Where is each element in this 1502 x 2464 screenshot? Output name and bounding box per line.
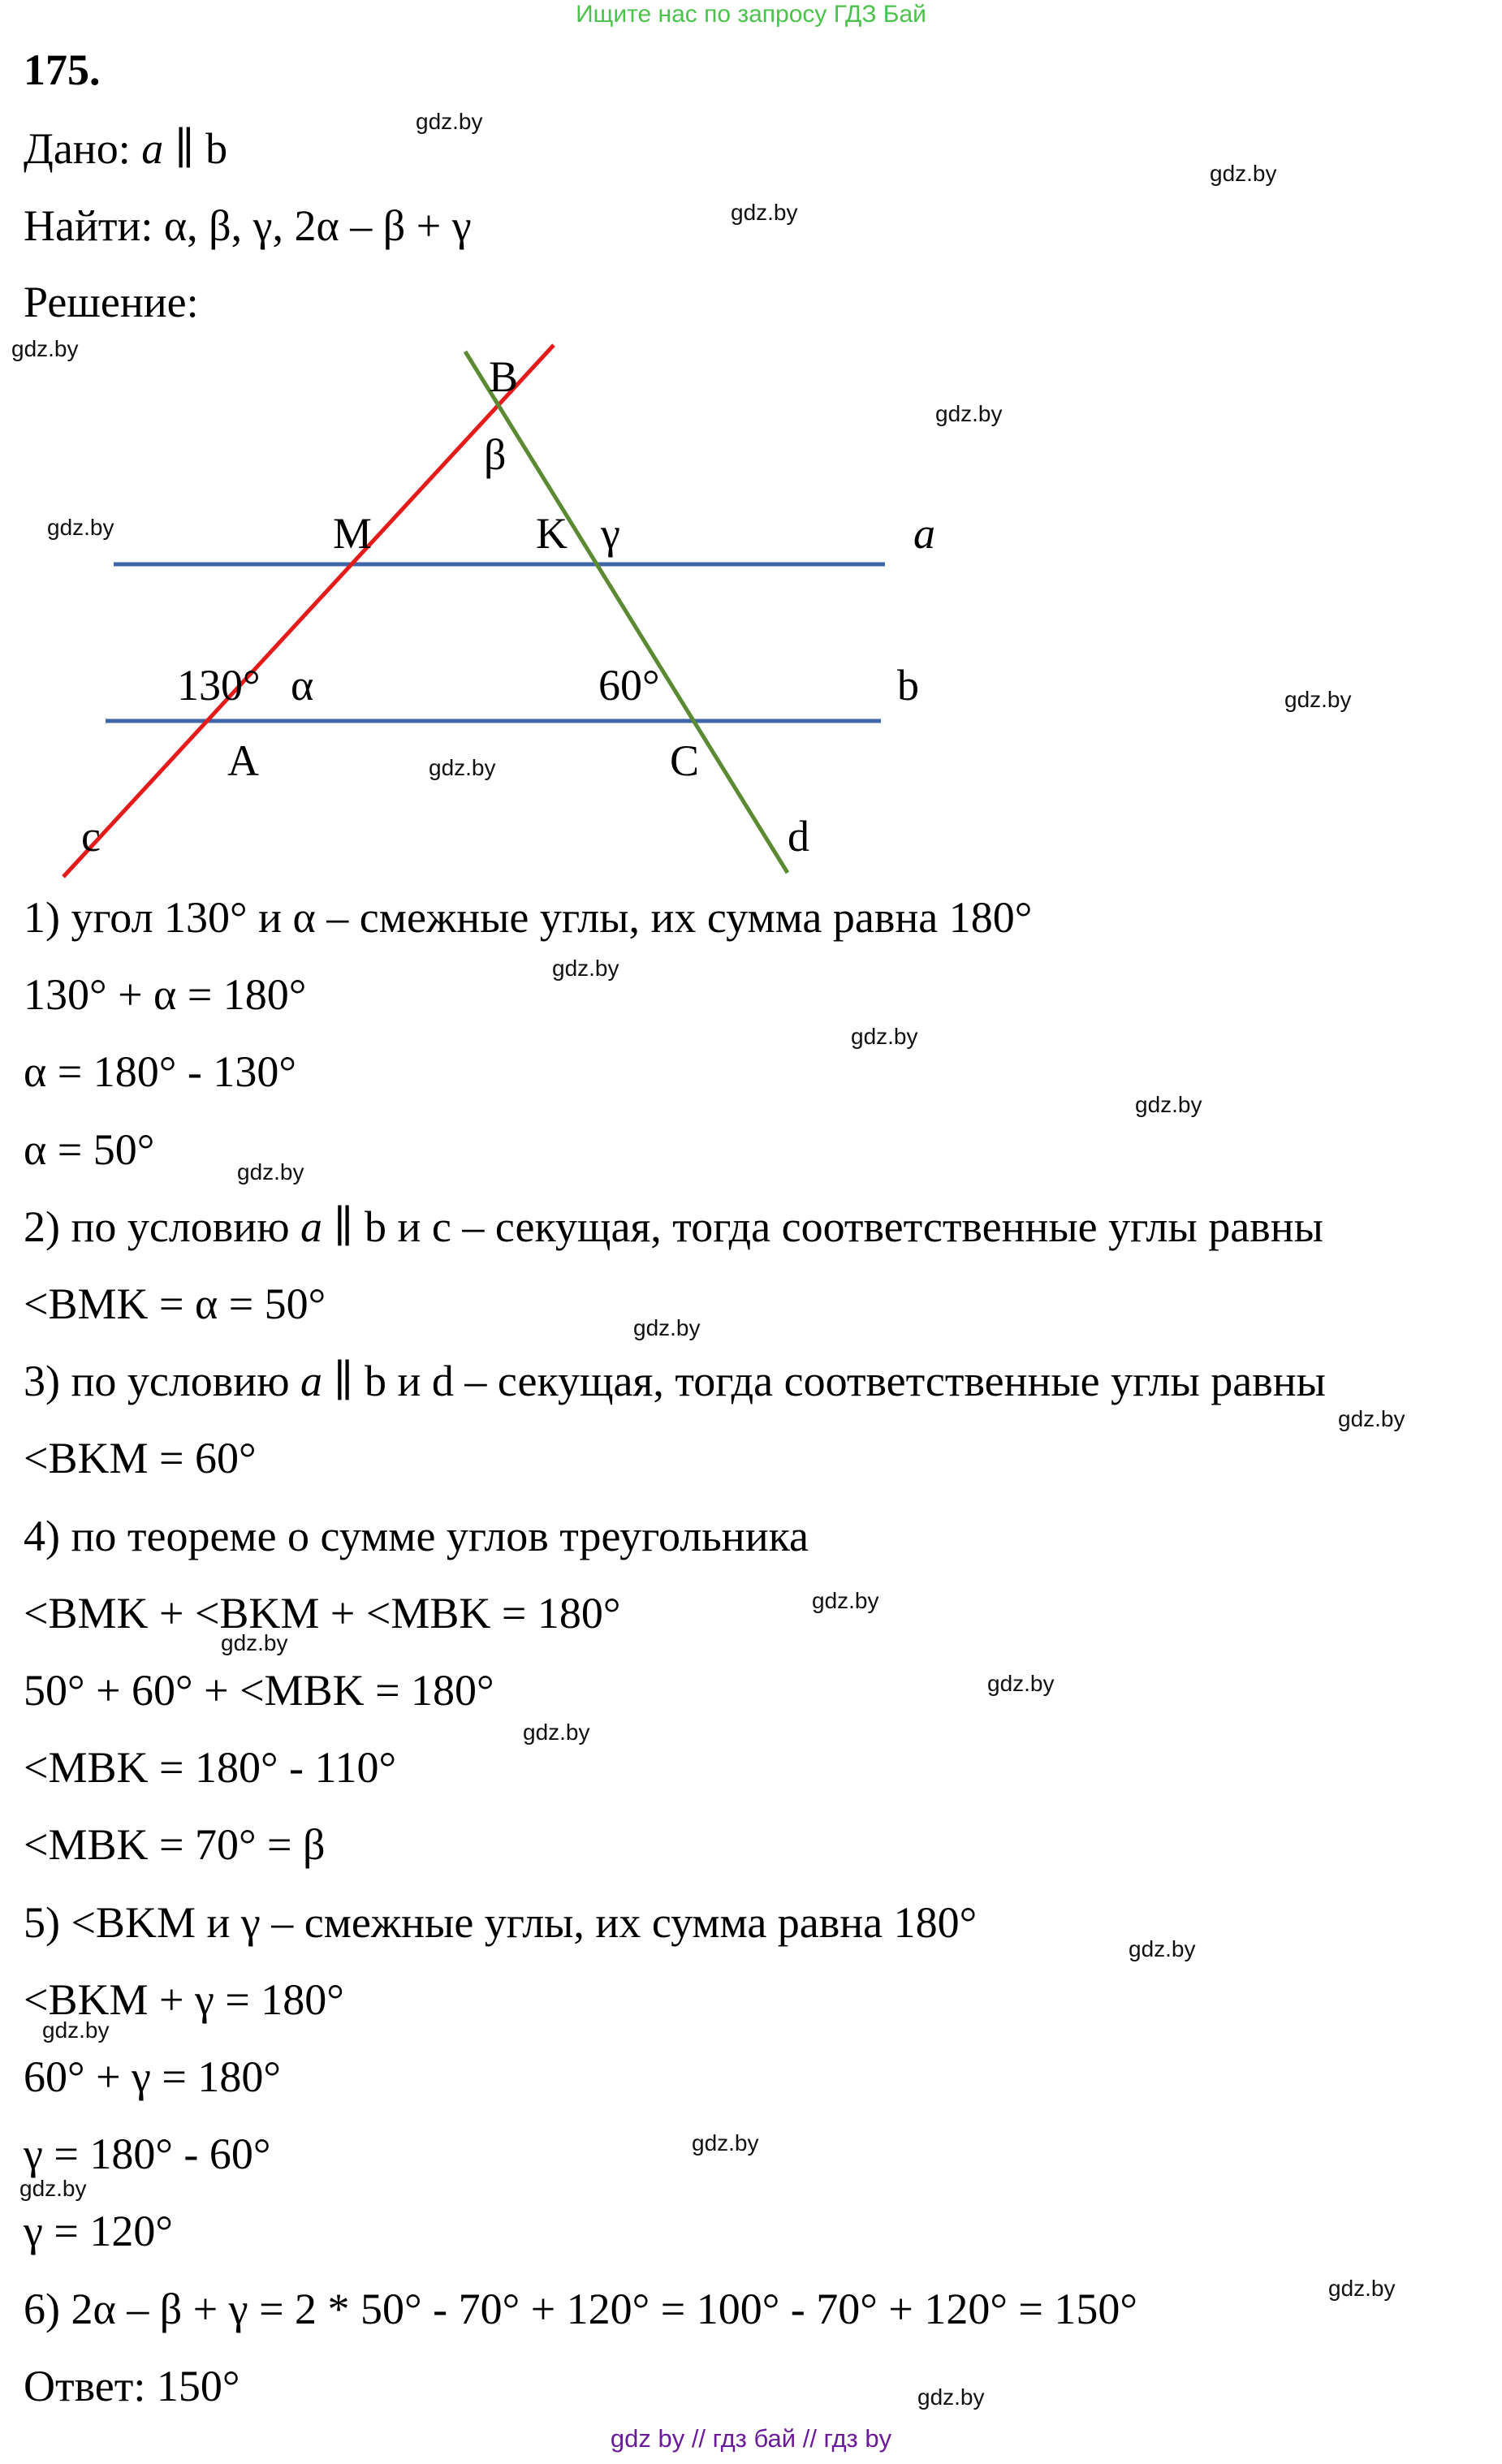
label-K: K [536, 509, 568, 558]
given-line [24, 124, 227, 173]
find-line: Найти: α, β, γ, 2α – β + γ [24, 201, 472, 250]
watermark: gdz.by [731, 200, 798, 225]
solution-label: Решение: [24, 278, 199, 326]
watermark: gdz.by [1135, 1092, 1202, 1117]
label-b: b [897, 661, 919, 710]
step-4b: 50° + 60° + <MBK = 180° [24, 1666, 494, 1715]
watermark: gdz.by [692, 2130, 759, 2155]
watermark: gdz.by [1210, 161, 1277, 186]
step-5c: γ = 180° - 60° [24, 2130, 271, 2178]
watermark: gdz.by [416, 109, 483, 134]
step-1: 1) угол 130° и α – смежные углы, их сумма равна 180° [24, 893, 1033, 942]
watermark: gdz.by [11, 336, 79, 361]
step-1c: α = 50° [24, 1125, 155, 1174]
watermark: gdz.by [19, 2176, 87, 2201]
step-2a: <BMK = α = 50° [24, 1279, 326, 1328]
watermark: gdz.by [1129, 1936, 1196, 1961]
watermark: gdz.by [935, 401, 1003, 426]
label-c: c [81, 812, 101, 861]
label-beta: β [484, 430, 507, 479]
step-2-pre: 2) по условию [24, 1202, 301, 1251]
step-4a: <BMK + <BKM + <MBK = 180° [24, 1589, 621, 1638]
given-rest: ∥ b [163, 124, 228, 173]
search-banner[interactable]: Ищите нас по запросу ГДЗ Бай [576, 1, 926, 28]
step-3-a: a [300, 1357, 323, 1405]
step-2-post: ∥ b и с – секущая, тогда соответственные углы равны [322, 1202, 1323, 1251]
step-3a: <BKM = 60° [24, 1434, 257, 1482]
step-4c: <MBK = 180° - 110° [24, 1743, 397, 1792]
watermark: gdz.by [221, 1630, 288, 1655]
label-d: d [788, 812, 809, 861]
label-gamma: γ [601, 509, 620, 558]
step-3-pre: 3) по условию [24, 1357, 301, 1405]
step-3-post: ∥ b и d – секущая, тогда соответственные углы равны [322, 1357, 1326, 1405]
label-A: A [227, 736, 259, 785]
label-alpha: α [291, 661, 314, 710]
step-2 [24, 1202, 1323, 1251]
label-B: B [489, 352, 519, 401]
step-1a: 130° + α = 180° [24, 970, 307, 1019]
label-60: 60° [598, 661, 660, 710]
problem-number: 175. [24, 45, 101, 94]
footer-links[interactable]: gdz by // гдз бай // гдз by [610, 2424, 892, 2453]
watermark: gdz.by [633, 1315, 701, 1340]
watermark: gdz.by [1338, 1406, 1405, 1431]
watermark: gdz.by [237, 1159, 304, 1185]
watermark: gdz.by [917, 2384, 985, 2410]
given-label: Дано: [24, 124, 142, 173]
label-a: a [913, 509, 935, 558]
step-4d: <MBK = 70° = β [24, 1820, 326, 1869]
watermark: gdz.by [1284, 687, 1352, 712]
watermark: gdz.by [523, 1720, 590, 1745]
watermark: gdz.by [42, 2017, 110, 2043]
step-5b: 60° + γ = 180° [24, 2052, 281, 2101]
step-3 [24, 1357, 1326, 1405]
step-1b: α = 180° - 130° [24, 1047, 296, 1096]
line-d [465, 352, 788, 873]
watermark: gdz.by [987, 1671, 1055, 1696]
watermark: gdz.by [47, 515, 114, 540]
step-2-a: a [300, 1202, 323, 1251]
label-M: M [333, 509, 373, 558]
answer-line: Ответ: 150° [24, 2362, 240, 2410]
line-c [63, 345, 554, 877]
step-5: 5) <BKM и γ – смежные углы, их сумма равна 180° [24, 1898, 978, 1947]
step-6: 6) 2α – β + γ = 2 * 50° - 70° + 120° = 100° - 70° + 120° = 150° [24, 2285, 1137, 2333]
label-C: C [670, 736, 700, 785]
watermark: gdz.by [812, 1588, 879, 1613]
watermark: gdz.by [851, 1024, 918, 1049]
watermark: gdz.by [552, 956, 619, 981]
label-130: 130° [177, 661, 261, 710]
geometry-diagram [0, 325, 974, 893]
watermark: gdz.by [429, 755, 496, 780]
step-4: 4) по теореме о сумме углов треугольника [24, 1512, 809, 1560]
step-5a: <BKM + γ = 180° [24, 1975, 344, 2024]
given-line-a: a [141, 124, 164, 173]
watermark: gdz.by [1328, 2276, 1396, 2301]
step-5d: γ = 120° [24, 2207, 173, 2255]
